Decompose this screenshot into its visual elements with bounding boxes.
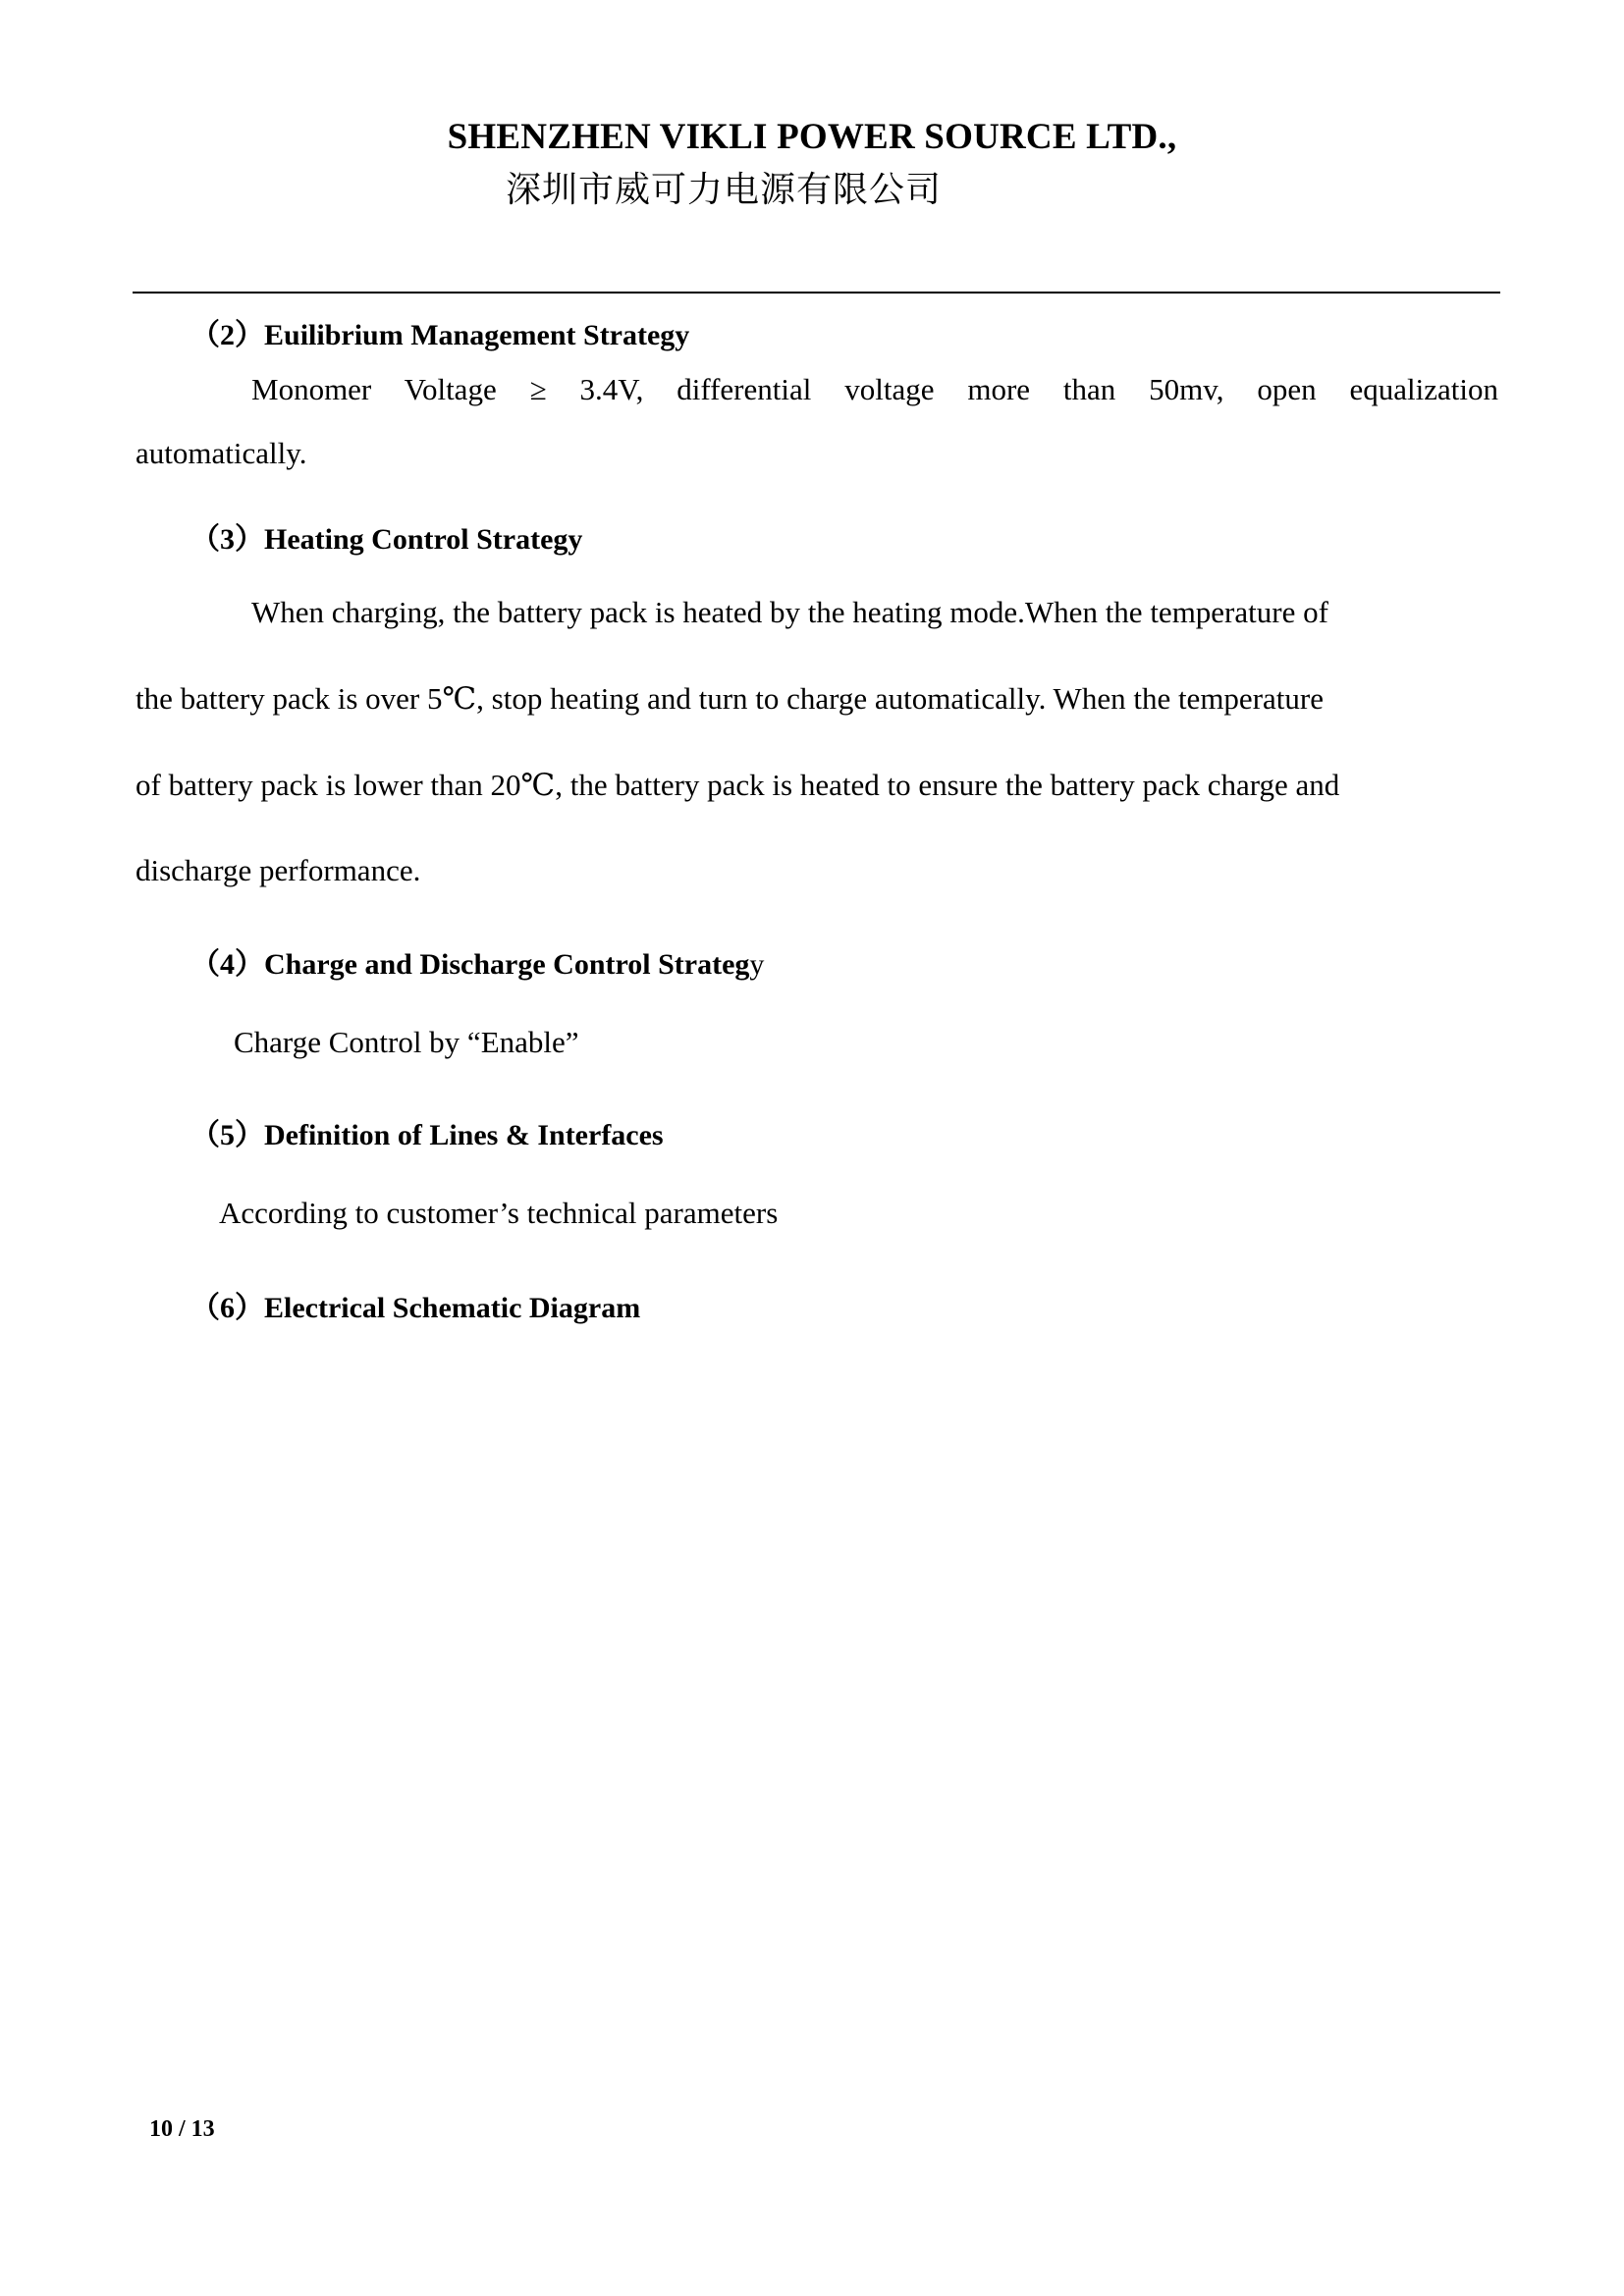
charge-control-text: Charge Control by “Enable”	[234, 1025, 579, 1059]
heading-electrical-schematic: （6）Electrical Schematic Diagram	[190, 1292, 641, 1324]
equilibrium-text-line-2: automatically.	[135, 436, 307, 470]
page-number: 10 / 13	[149, 2116, 215, 2142]
header-rule	[133, 292, 1500, 294]
heating-text-line-2: the battery pack is over 5℃, stop heating and turn to charge automatically. When the temperature	[135, 681, 1324, 716]
heading-charge-discharge-tail: y	[749, 948, 765, 981]
heating-text-line-4: discharge performance.	[135, 853, 421, 887]
heading-equilibrium-management: （2）Euilibrium Management Strategy	[190, 319, 690, 351]
lines-interfaces-text: According to customer’s technical parameters	[219, 1196, 779, 1230]
heating-text-line-1: When charging, the battery pack is heated by the heating mode.When the temperature of	[251, 595, 1328, 629]
heating-text-line-3: of battery pack is lower than 20℃, the battery pack is heated to ensure the battery pack charge and	[135, 768, 1340, 802]
heading-charge-discharge-bold: （4）Charge and Discharge Control Strateg	[190, 948, 750, 981]
company-name-en: SHENZHEN VIKLI POWER SOURCE LTD.,	[447, 117, 1177, 157]
company-name-cn: 深圳市威可力电源有限公司	[506, 170, 943, 210]
heading-heating-control: （3）Heating Control Strategy	[190, 523, 583, 556]
heading-lines-interfaces: （5）Definition of Lines & Interfaces	[190, 1119, 664, 1151]
equilibrium-text-line-1: Monomer Voltage ≥ 3.4V, differential voltage more than 50mv, open equalization	[251, 372, 1498, 406]
heading-charge-discharge-control	[190, 939, 764, 983]
